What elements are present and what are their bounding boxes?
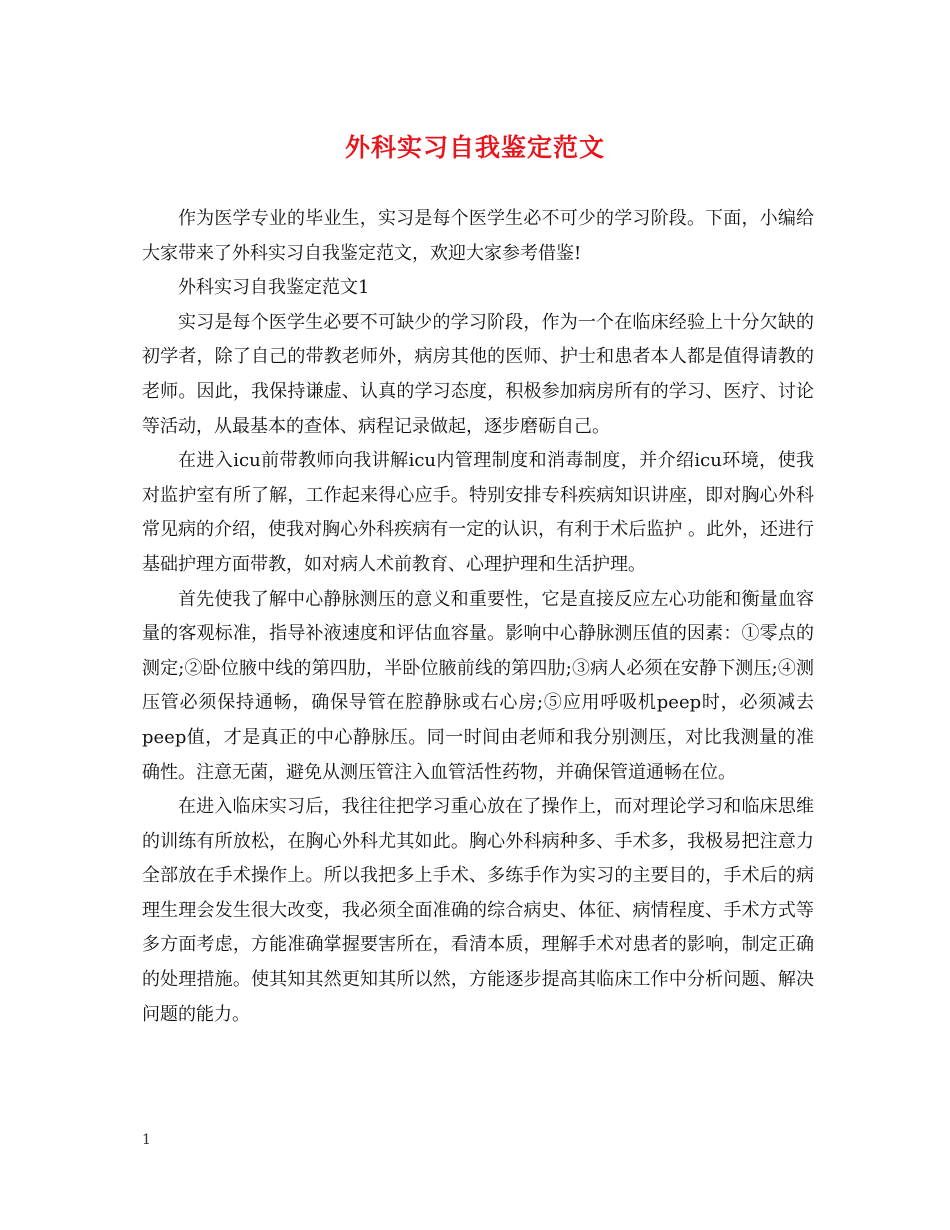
section-heading: 外科实习自我鉴定范文1 — [178, 277, 370, 299]
body-paragraph: 首先使我了解中心静脉测压的意义和重要性，它是直接反应左心功能和衡量血容量的客观标准，指导补液速度和评估血容量。影响中心静脉测压值的因素：①零点的测定;②卧位腋中线的第四肋，半卧位腋前线的第四肋;③病人必须在安静下测压;④测压管必须保持通畅，确保导管在腔静脉或右心房;⑤应用呼吸机peep时，必须减去peep值，才是真正的中心静脉压。同一时间由老师和我分别测压，对比我测量的准确性。注意无菌，避免从测压管注入血管活性药物，并确保管道通畅在位。 — [142, 588, 814, 783]
intro-paragraph: 作为医学专业的毕业生，实习是每个医学生必不可少的学习阶段。下面，小编给大家带来了外科实习自我鉴定范文，欢迎大家参考借鉴! — [142, 208, 814, 264]
document-title: 外科实习自我鉴定范文 — [344, 133, 605, 162]
body-paragraph: 在进入临床实习后，我往往把学习重心放在了操作上，而对理论学习和临床思维的训练有所放松，在胸心外科尤其如此。胸心外科病种多、手术多，我极易把注意力全部放在手术操作上。所以我把多上手术、多练手作为实习的主要目的，手术后的病理生理会发生很大改变，我必须全面准确的综合病史、体征、病情程度、手术方式等多方面考虑，方能准确掌握要害所在，看清本质，理解手术对患者的影响，制定正确的处理措施。使其知其然更知其所以然，方能逐步提高其临床工作中分析问题、解决问题的能力。 — [142, 796, 814, 1025]
body-paragraph: 在进入icu前带教师向我讲解icu内管理制度和消毒制度，并介绍icu环境，使我对监护室有所了解，工作起来得心应手。特别安排专科疾病知识讲座，即对胸心外科常见病的介绍，使我对胸心外科疾病有一定的认识，有利于术后监护 。此外，还进行基础护理方面带教，如对病人术前教育、心理护理和生活护理。 — [142, 450, 814, 575]
document-body — [142, 202, 814, 1032]
page-number: 1 — [142, 1132, 151, 1148]
body-paragraph: 实习是每个医学生必要不可缺少的学习阶段，作为一个在临床经验上十分欠缺的初学者，除了自己的带教老师外，病房其他的医师、护士和患者本人都是值得请教的老师。因此，我保持谦虚、认真的学习态度，积极参加病房所有的学习、医疗、讨论等活动，从最基本的查体、病程记录做起，逐步磨砺自己。 — [142, 311, 814, 437]
